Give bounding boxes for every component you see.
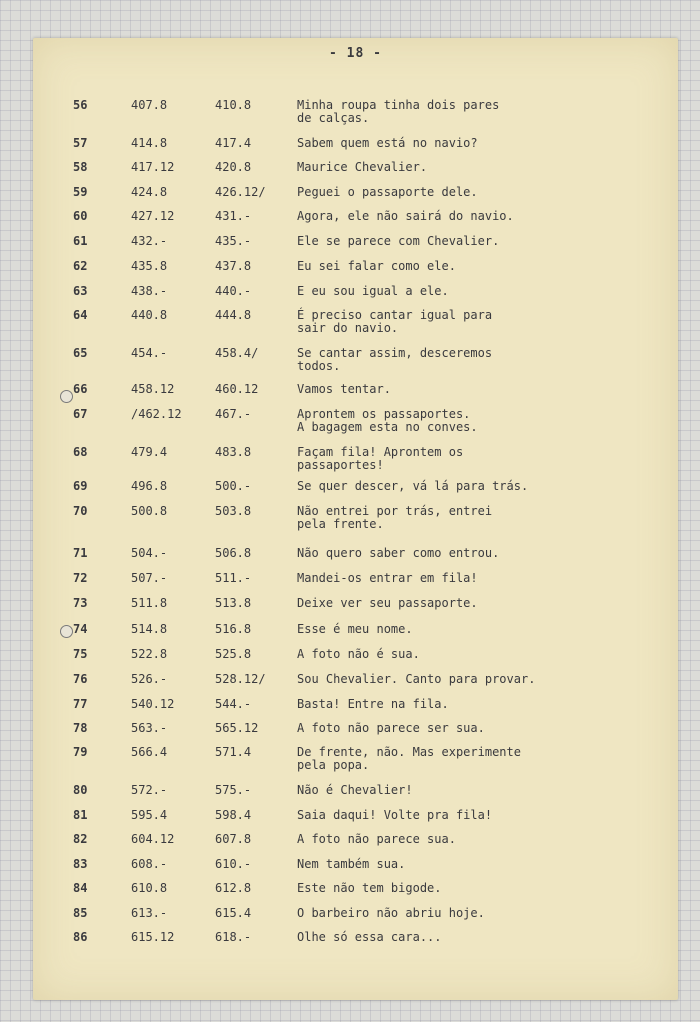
time-out: 528.12/: [215, 672, 266, 686]
subtitle-text: Este não tem bigode.: [297, 881, 442, 895]
row-number: 65: [73, 346, 88, 360]
subtitle-text: Se cantar assim, desceremos todos.: [297, 346, 493, 373]
subtitle-text: Ele se parece com Chevalier.: [297, 234, 500, 248]
time-in: 438.-: [131, 284, 168, 298]
row-number: 56: [73, 98, 88, 112]
time-in: 604.12: [131, 832, 175, 846]
row-number: 66: [73, 382, 88, 396]
row-number: 60: [73, 209, 88, 223]
punch-hole: [60, 390, 73, 403]
document-page: [33, 38, 678, 1000]
row-number: 73: [73, 596, 88, 610]
subtitle-text: Vamos tentar.: [297, 382, 391, 396]
time-in: 496.8: [131, 479, 168, 493]
time-out: 417.4: [215, 136, 252, 150]
time-out: 410.8: [215, 98, 252, 112]
time-out: 467.-: [215, 407, 252, 421]
time-out: 544.-: [215, 697, 252, 711]
subtitle-text: Não é Chevalier!: [297, 783, 413, 797]
subtitle-text: A foto não parece sua.: [297, 832, 456, 846]
row-number: 79: [73, 745, 88, 759]
row-number: 69: [73, 479, 88, 493]
time-in: 458.12: [131, 382, 175, 396]
row-number: 62: [73, 259, 88, 273]
row-number: 77: [73, 697, 88, 711]
time-out: 431.-: [215, 209, 252, 223]
subtitle-text: Peguei o passaporte dele.: [297, 185, 478, 199]
time-out: 598.4: [215, 808, 252, 822]
subtitle-text: Nem também sua.: [297, 857, 406, 871]
row-number: 86: [73, 930, 88, 944]
subtitle-text: Não quero saber como entrou.: [297, 546, 500, 560]
time-out: 571.4: [215, 745, 252, 759]
time-in: 414.8: [131, 136, 168, 150]
time-in: 526.-: [131, 672, 168, 686]
time-in: 511.8: [131, 596, 168, 610]
time-in: /462.12: [131, 407, 182, 421]
time-out: 565.12: [215, 721, 259, 735]
subtitle-text: O barbeiro não abriu hoje.: [297, 906, 485, 920]
row-number: 74: [73, 622, 88, 636]
time-in: 610.8: [131, 881, 168, 895]
time-in: 454.-: [131, 346, 168, 360]
subtitle-text: Não entrei por trás, entrei pela frente.: [297, 504, 493, 531]
row-number: 70: [73, 504, 88, 518]
subtitle-text: Aprontem os passaportes. A bagagem esta no conves.: [297, 407, 478, 434]
time-out: 615.4: [215, 906, 252, 920]
time-out: 503.8: [215, 504, 252, 518]
subtitle-text: Basta! Entre na fila.: [297, 697, 449, 711]
time-out: 500.-: [215, 479, 252, 493]
time-in: 424.8: [131, 185, 168, 199]
subtitle-text: Sou Chevalier. Canto para provar.: [297, 672, 536, 686]
time-out: 437.8: [215, 259, 252, 273]
time-in: 500.8: [131, 504, 168, 518]
subtitle-text: Esse é meu nome.: [297, 622, 413, 636]
subtitle-text: Maurice Chevalier.: [297, 160, 428, 174]
subtitle-text: A foto não é sua.: [297, 647, 420, 661]
row-number: 59: [73, 185, 88, 199]
time-out: 525.8: [215, 647, 252, 661]
row-number: 84: [73, 881, 88, 895]
row-number: 72: [73, 571, 88, 585]
subtitle-text: E eu sou igual a ele.: [297, 284, 449, 298]
time-out: 440.-: [215, 284, 252, 298]
time-in: 507.-: [131, 571, 168, 585]
subtitle-text: Agora, ele não sairá do navio.: [297, 209, 514, 223]
subtitle-text: Saia daqui! Volte pra fila!: [297, 808, 493, 822]
time-in: 479.4: [131, 445, 168, 459]
subtitle-text: Se quer descer, vá lá para trás.: [297, 479, 529, 493]
time-in: 613.-: [131, 906, 168, 920]
time-in: 608.-: [131, 857, 168, 871]
time-in: 572.-: [131, 783, 168, 797]
time-in: 522.8: [131, 647, 168, 661]
subtitle-text: Mandei-os entrar em fila!: [297, 571, 478, 585]
time-out: 420.8: [215, 160, 252, 174]
row-number: 67: [73, 407, 88, 421]
time-in: 595.4: [131, 808, 168, 822]
time-out: 460.12: [215, 382, 259, 396]
subtitle-text: Sabem quem está no navio?: [297, 136, 478, 150]
time-out: 444.8: [215, 308, 252, 322]
time-in: 514.8: [131, 622, 168, 636]
row-number: 76: [73, 672, 88, 686]
row-number: 80: [73, 783, 88, 797]
time-in: 540.12: [131, 697, 175, 711]
time-out: 618.-: [215, 930, 252, 944]
time-in: 615.12: [131, 930, 175, 944]
row-number: 83: [73, 857, 88, 871]
time-in: 440.8: [131, 308, 168, 322]
subtitle-text: Eu sei falar como ele.: [297, 259, 456, 273]
subtitle-text: A foto não parece ser sua.: [297, 721, 485, 735]
subtitle-text: Deixe ver seu passaporte.: [297, 596, 478, 610]
time-out: 511.-: [215, 571, 252, 585]
subtitle-text: Façam fila! Aprontem os passaportes!: [297, 445, 464, 472]
time-out: 435.-: [215, 234, 252, 248]
subtitle-text: De frente, não. Mas experimente pela popa.: [297, 745, 521, 772]
time-out: 513.8: [215, 596, 252, 610]
time-in: 427.12: [131, 209, 175, 223]
row-number: 78: [73, 721, 88, 735]
row-number: 58: [73, 160, 88, 174]
row-number: 85: [73, 906, 88, 920]
row-number: 82: [73, 832, 88, 846]
time-in: 566.4: [131, 745, 168, 759]
time-in: 432.-: [131, 234, 168, 248]
row-number: 75: [73, 647, 88, 661]
page-number: - 18 -: [329, 46, 382, 61]
time-in: 435.8: [131, 259, 168, 273]
punch-hole: [60, 625, 73, 638]
time-out: 506.8: [215, 546, 252, 560]
time-in: 563.-: [131, 721, 168, 735]
row-number: 71: [73, 546, 88, 560]
time-out: 607.8: [215, 832, 252, 846]
time-out: 516.8: [215, 622, 252, 636]
row-number: 57: [73, 136, 88, 150]
time-in: 504.-: [131, 546, 168, 560]
time-out: 426.12/: [215, 185, 266, 199]
subtitle-text: Olhe só essa cara...: [297, 930, 442, 944]
time-out: 483.8: [215, 445, 252, 459]
subtitle-text: Minha roupa tinha dois pares de calças.: [297, 98, 500, 125]
subtitle-text: É preciso cantar igual para sair do navio.: [297, 308, 493, 335]
row-number: 61: [73, 234, 88, 248]
time-out: 612.8: [215, 881, 252, 895]
time-in: 417.12: [131, 160, 175, 174]
time-out: 458.4/: [215, 346, 259, 360]
time-in: 407.8: [131, 98, 168, 112]
time-out: 575.-: [215, 783, 252, 797]
row-number: 68: [73, 445, 88, 459]
row-number: 81: [73, 808, 88, 822]
time-out: 610.-: [215, 857, 252, 871]
row-number: 64: [73, 308, 88, 322]
row-number: 63: [73, 284, 88, 298]
